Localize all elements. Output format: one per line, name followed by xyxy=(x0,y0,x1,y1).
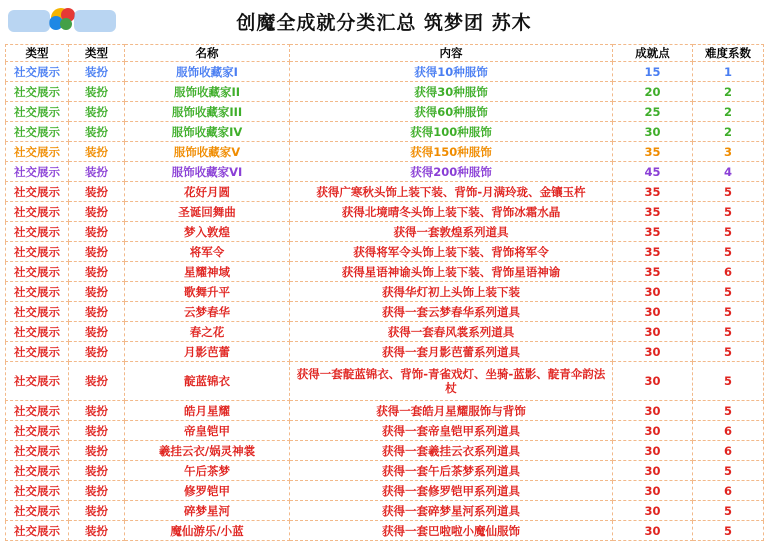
cell-points: 30 xyxy=(613,521,693,541)
cell-category: 社交展示 xyxy=(6,441,69,461)
cell-category: 社交展示 xyxy=(6,62,69,82)
cell-content: 获得北境晴冬头饰上装下装、背饰冰霜水晶 xyxy=(290,202,613,222)
cell-difficulty: 3 xyxy=(693,142,764,162)
cell-name: 春之花 xyxy=(125,322,290,342)
cell-name: 星耀神域 xyxy=(125,262,290,282)
cell-category: 社交展示 xyxy=(6,262,69,282)
page-title: 创魔全成就分类汇总 筑梦团 苏木 xyxy=(236,12,532,34)
cell-category: 社交展示 xyxy=(6,322,69,342)
cell-name: 圣诞回舞曲 xyxy=(125,202,290,222)
cell-content: 获得一套靛蓝锦衣、背饰-青雀戏灯、坐骑-蓝影、靛青伞韵法杖 xyxy=(290,362,613,401)
cell-category: 社交展示 xyxy=(6,501,69,521)
cell-type: 装扮 xyxy=(69,242,125,262)
table-row xyxy=(6,162,764,182)
table-row xyxy=(6,262,764,282)
cell-category: 社交展示 xyxy=(6,302,69,322)
cell-name: 月影芭蕾 xyxy=(125,342,290,362)
cell-difficulty: 5 xyxy=(693,362,764,401)
cell-type: 装扮 xyxy=(69,162,125,182)
cell-type: 装扮 xyxy=(69,142,125,162)
cell-content: 获得一套月影芭蕾系列道具 xyxy=(290,342,613,362)
cell-category: 社交展示 xyxy=(6,421,69,441)
cell-points: 20 xyxy=(613,82,693,102)
achievement-table xyxy=(5,44,764,541)
header-content: 内容 xyxy=(290,45,613,62)
header-category: 类型 xyxy=(6,45,69,62)
cell-name: 梦入敦煌 xyxy=(125,222,290,242)
cell-name: 服饰收藏家II xyxy=(125,82,290,102)
cell-content: 获得将军令头饰上装下装、背饰将军令 xyxy=(290,242,613,262)
cell-name: 服饰收藏家IV xyxy=(125,122,290,142)
cell-type: 装扮 xyxy=(69,262,125,282)
cell-name: 服饰收藏家VI xyxy=(125,162,290,182)
cell-points: 35 xyxy=(613,262,693,282)
cell-type: 装扮 xyxy=(69,82,125,102)
cell-content: 获得200种服饰 xyxy=(290,162,613,182)
cell-type: 装扮 xyxy=(69,441,125,461)
cell-points: 30 xyxy=(613,322,693,342)
header-type: 类型 xyxy=(69,45,125,62)
cell-category: 社交展示 xyxy=(6,461,69,481)
cell-difficulty: 1 xyxy=(693,62,764,82)
cell-name: 将军令 xyxy=(125,242,290,262)
cell-name: 羲挂云衣/娲灵神裳 xyxy=(125,441,290,461)
cell-difficulty: 2 xyxy=(693,102,764,122)
cell-points: 30 xyxy=(613,501,693,521)
cell-content: 获得星语神谕头饰上装下装、背饰星语神谕 xyxy=(290,262,613,282)
table-row xyxy=(6,222,764,242)
cell-difficulty: 5 xyxy=(693,401,764,421)
cell-difficulty: 5 xyxy=(693,222,764,242)
cell-name: 花好月圆 xyxy=(125,182,290,202)
table-row xyxy=(6,342,764,362)
table-row xyxy=(6,481,764,501)
cell-difficulty: 5 xyxy=(693,182,764,202)
cell-difficulty: 5 xyxy=(693,461,764,481)
table-row xyxy=(6,242,764,262)
header-difficulty: 难度系数 xyxy=(693,45,764,62)
cell-name: 修罗铠甲 xyxy=(125,481,290,501)
header-name: 名称 xyxy=(125,45,290,62)
cell-type: 装扮 xyxy=(69,521,125,541)
cell-type: 装扮 xyxy=(69,362,125,401)
cell-difficulty: 5 xyxy=(693,322,764,342)
cell-category: 社交展示 xyxy=(6,182,69,202)
cell-difficulty: 2 xyxy=(693,122,764,142)
cell-name: 靛蓝锦衣 xyxy=(125,362,290,401)
cell-difficulty: 6 xyxy=(693,441,764,461)
cell-difficulty: 5 xyxy=(693,242,764,262)
cell-difficulty: 5 xyxy=(693,282,764,302)
cell-name: 服饰收藏家I xyxy=(125,62,290,82)
cell-type: 装扮 xyxy=(69,401,125,421)
cell-name: 皓月星耀 xyxy=(125,401,290,421)
cell-difficulty: 6 xyxy=(693,481,764,501)
cell-points: 15 xyxy=(613,62,693,82)
cell-content: 获得30种服饰 xyxy=(290,82,613,102)
cell-content: 获得一套春风裳系列道具 xyxy=(290,322,613,342)
cell-difficulty: 6 xyxy=(693,421,764,441)
table-row xyxy=(6,102,764,122)
table-row xyxy=(6,521,764,541)
cell-category: 社交展示 xyxy=(6,122,69,142)
cell-difficulty: 5 xyxy=(693,521,764,541)
cell-name: 云梦春华 xyxy=(125,302,290,322)
cell-type: 装扮 xyxy=(69,302,125,322)
cell-points: 35 xyxy=(613,142,693,162)
cell-type: 装扮 xyxy=(69,322,125,342)
cell-type: 装扮 xyxy=(69,461,125,481)
cell-content: 获得一套帝皇铠甲系列道具 xyxy=(290,421,613,441)
cell-points: 35 xyxy=(613,242,693,262)
cell-type: 装扮 xyxy=(69,202,125,222)
cell-type: 装扮 xyxy=(69,222,125,242)
cell-name: 服饰收藏家III xyxy=(125,102,290,122)
cell-content: 获得广寒秋头饰上装下装、背饰-月满玲珑、金镶玉杵 xyxy=(290,182,613,202)
table-row xyxy=(6,362,764,401)
table-row xyxy=(6,122,764,142)
table-row xyxy=(6,501,764,521)
cell-type: 装扮 xyxy=(69,282,125,302)
header-row xyxy=(6,45,764,62)
cell-content: 获得10种服饰 xyxy=(290,62,613,82)
cell-content: 获得一套巴啦啦小魔仙服饰 xyxy=(290,521,613,541)
cell-points: 25 xyxy=(613,102,693,122)
cell-content: 获得一套羲挂云衣系列道具 xyxy=(290,441,613,461)
cell-name: 服饰收藏家V xyxy=(125,142,290,162)
cell-points: 35 xyxy=(613,222,693,242)
cell-category: 社交展示 xyxy=(6,222,69,242)
cell-type: 装扮 xyxy=(69,342,125,362)
table-row xyxy=(6,441,764,461)
cell-name: 帝皇铠甲 xyxy=(125,421,290,441)
cell-type: 装扮 xyxy=(69,122,125,142)
table-row xyxy=(6,322,764,342)
table-row xyxy=(6,421,764,441)
cell-points: 30 xyxy=(613,441,693,461)
cell-difficulty: 5 xyxy=(693,501,764,521)
cell-category: 社交展示 xyxy=(6,162,69,182)
cell-content: 获得60种服饰 xyxy=(290,102,613,122)
table-row xyxy=(6,461,764,481)
cell-points: 30 xyxy=(613,282,693,302)
cell-category: 社交展示 xyxy=(6,342,69,362)
cell-difficulty: 2 xyxy=(693,82,764,102)
cell-content: 获得一套敦煌系列道具 xyxy=(290,222,613,242)
cell-category: 社交展示 xyxy=(6,82,69,102)
cell-content: 获得一套午后茶梦系列道具 xyxy=(290,461,613,481)
cell-category: 社交展示 xyxy=(6,202,69,222)
cell-type: 装扮 xyxy=(69,481,125,501)
cell-content: 获得一套皓月星耀服饰与背饰 xyxy=(290,401,613,421)
cell-type: 装扮 xyxy=(69,102,125,122)
cell-name: 魔仙游乐/小蓝 xyxy=(125,521,290,541)
header-points: 成就点 xyxy=(613,45,693,62)
cell-category: 社交展示 xyxy=(6,401,69,421)
cell-content: 获得150种服饰 xyxy=(290,142,613,162)
table-body xyxy=(6,62,764,541)
cell-points: 30 xyxy=(613,421,693,441)
table-row xyxy=(6,62,764,82)
cell-difficulty: 4 xyxy=(693,162,764,182)
table-row xyxy=(6,82,764,102)
cell-name: 碎梦星河 xyxy=(125,501,290,521)
table-row xyxy=(6,182,764,202)
cell-content: 获得一套云梦春华系列道具 xyxy=(290,302,613,322)
cell-difficulty: 5 xyxy=(693,202,764,222)
cell-type: 装扮 xyxy=(69,182,125,202)
table-row xyxy=(6,302,764,322)
cell-points: 35 xyxy=(613,182,693,202)
cell-name: 午后茶梦 xyxy=(125,461,290,481)
cell-points: 35 xyxy=(613,202,693,222)
table-row xyxy=(6,401,764,421)
cell-points: 30 xyxy=(613,481,693,501)
cell-category: 社交展示 xyxy=(6,242,69,262)
cell-difficulty: 5 xyxy=(693,302,764,322)
cell-type: 装扮 xyxy=(69,501,125,521)
cell-difficulty: 6 xyxy=(693,262,764,282)
cell-category: 社交展示 xyxy=(6,282,69,302)
cell-content: 获得一套修罗铠甲系列道具 xyxy=(290,481,613,501)
cell-difficulty: 5 xyxy=(693,342,764,362)
cell-content: 获得华灯初上头饰上装下装 xyxy=(290,282,613,302)
cell-points: 45 xyxy=(613,162,693,182)
cell-category: 社交展示 xyxy=(6,362,69,401)
cell-points: 30 xyxy=(613,401,693,421)
table-row xyxy=(6,202,764,222)
cell-points: 30 xyxy=(613,302,693,322)
cell-category: 社交展示 xyxy=(6,142,69,162)
cell-name: 歌舞升平 xyxy=(125,282,290,302)
cell-type: 装扮 xyxy=(69,62,125,82)
cell-category: 社交展示 xyxy=(6,481,69,501)
cell-points: 30 xyxy=(613,461,693,481)
cell-points: 30 xyxy=(613,342,693,362)
cell-category: 社交展示 xyxy=(6,102,69,122)
table-row xyxy=(6,282,764,302)
table-row xyxy=(6,142,764,162)
cell-points: 30 xyxy=(613,122,693,142)
cell-category: 社交展示 xyxy=(6,521,69,541)
cell-content: 获得100种服饰 xyxy=(290,122,613,142)
cell-content: 获得一套碎梦星河系列道具 xyxy=(290,501,613,521)
cell-points: 30 xyxy=(613,362,693,401)
cell-type: 装扮 xyxy=(69,421,125,441)
